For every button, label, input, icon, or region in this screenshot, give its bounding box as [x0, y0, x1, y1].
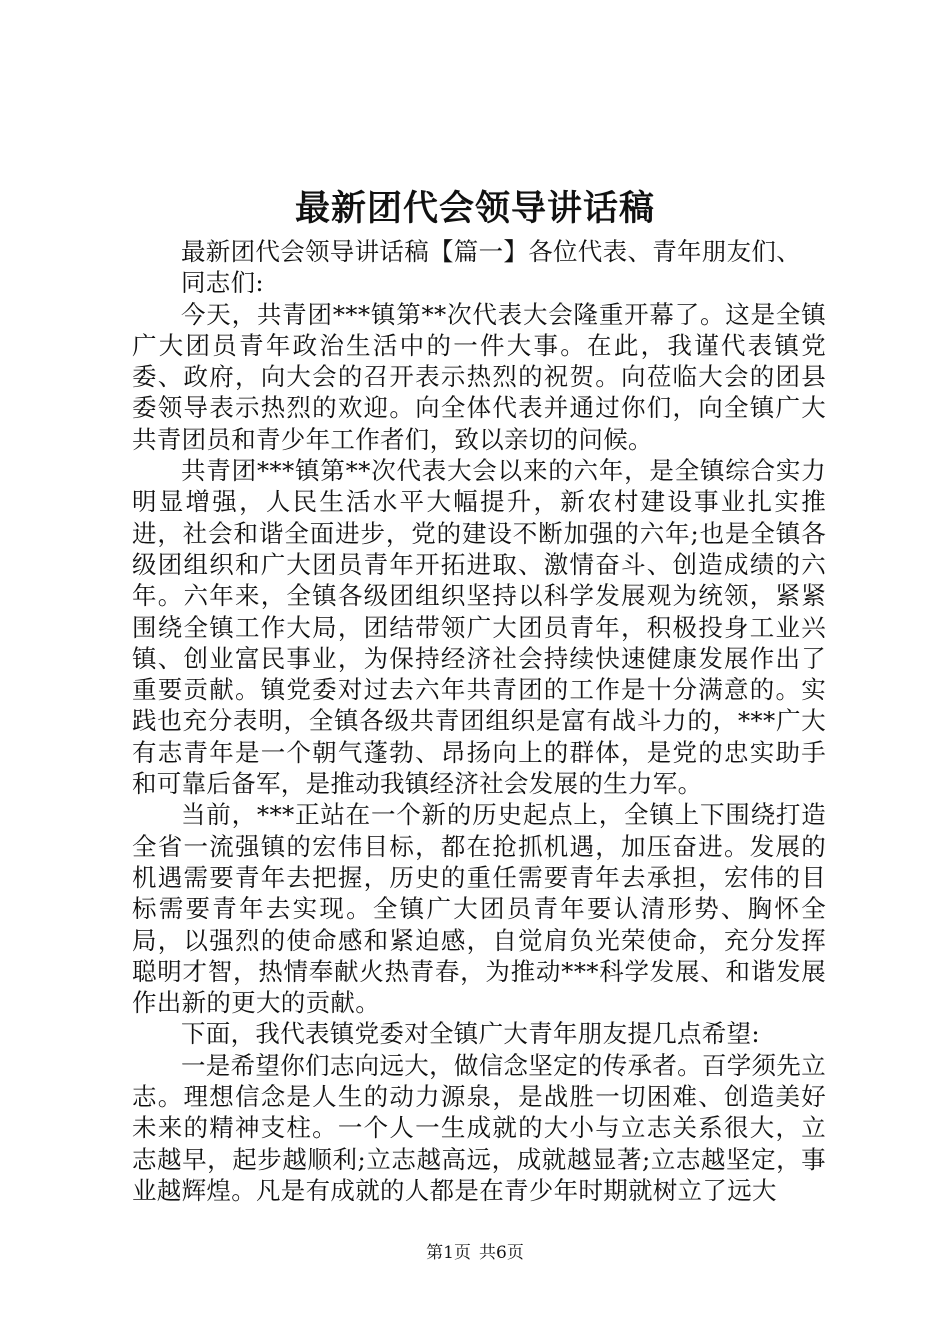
body-paragraph: 一是希望你们志向远大，做信念坚定的传承者。百学须先立志。理想信念是人生的动力源泉，是战胜一切困难、创造美好未来的精神支柱。一个人一生成就的大小与立志关系很大，立志越早，起步越顺利;立志越高远，成就越显著;立志越坚定，事业越辉煌。凡是有成就的人都是在青少年时期就树立了远大 — [132, 1050, 826, 1205]
document-title: 最新团代会领导讲话稿 — [294, 188, 655, 229]
body-paragraph: 当前，***正站在一个新的历史起点上，全镇上下围绕打造全省一流强镇的宏伟目标，都在抢抓机遇，加压奋进。发展的机遇需要青年去把握，历史的重任需要青年去承担，宏伟的目标需要青年去实现。全镇广大团员青年要认清形势、胸怀全局，以强烈的使命感和紧迫感，自觉肩负光荣使命，充分发挥聪明才智，热情奉献火热青春，为推动***科学发展、和谐发展作出新的更大的贡献。 — [132, 800, 826, 1018]
page-footer — [0, 1242, 950, 1264]
body-paragraph: 下面，我代表镇党委对全镇广大青年朋友提几点希望: — [181, 1019, 760, 1049]
body-paragraph: 共青团***镇第**次代表大会以来的六年，是全镇综合实力明显增强，人民生活水平大幅提升，新农村建设事业扎实推进，社会和谐全面进步，党的建设不断加强的六年;也是全镇各级团组织和广大团员青年开拓进取、激情奋斗、创造成绩的六年。六年来，全镇各级团组织坚持以科学发展观为统领，紧紧围绕全镇工作大局，团结带领广大团员青年，积极投身工业兴镇、创业富民事业，为保持经济社会持续快速健康发展作出了重要贡献。镇党委对过去六年共青团的工作是十分满意的。实践也充分表明，全镇各级共青团组织是富有战斗力的，***广大有志青年是一个朝气蓬勃、昂扬向上的群体，是党的忠实助手和可靠后备军，是推动我镇经济社会发展的生力军。 — [132, 456, 826, 799]
intro-block — [132, 236, 826, 299]
page-count: 共6页 — [479, 1243, 524, 1263]
page-number: 第1页 — [426, 1243, 471, 1263]
document-body — [132, 236, 826, 1206]
body-paragraph: 今天，共青团***镇第**次代表大会隆重开幕了。这是全镇广大团员青年政治生活中的一件大事。在此，我谨代表镇党委、政府，向大会的召开表示热烈的祝贺。向莅临大会的团县委领导表示热烈的欢迎。向全体代表并通过你们，向全镇广大共青团员和青少年工作者们，致以亲切的问候。 — [132, 299, 826, 454]
intro-line: 最新团代会领导讲话稿【篇一】各位代表、青年朋友们、 — [181, 237, 801, 266]
intro-line: 同志们: — [181, 268, 264, 298]
